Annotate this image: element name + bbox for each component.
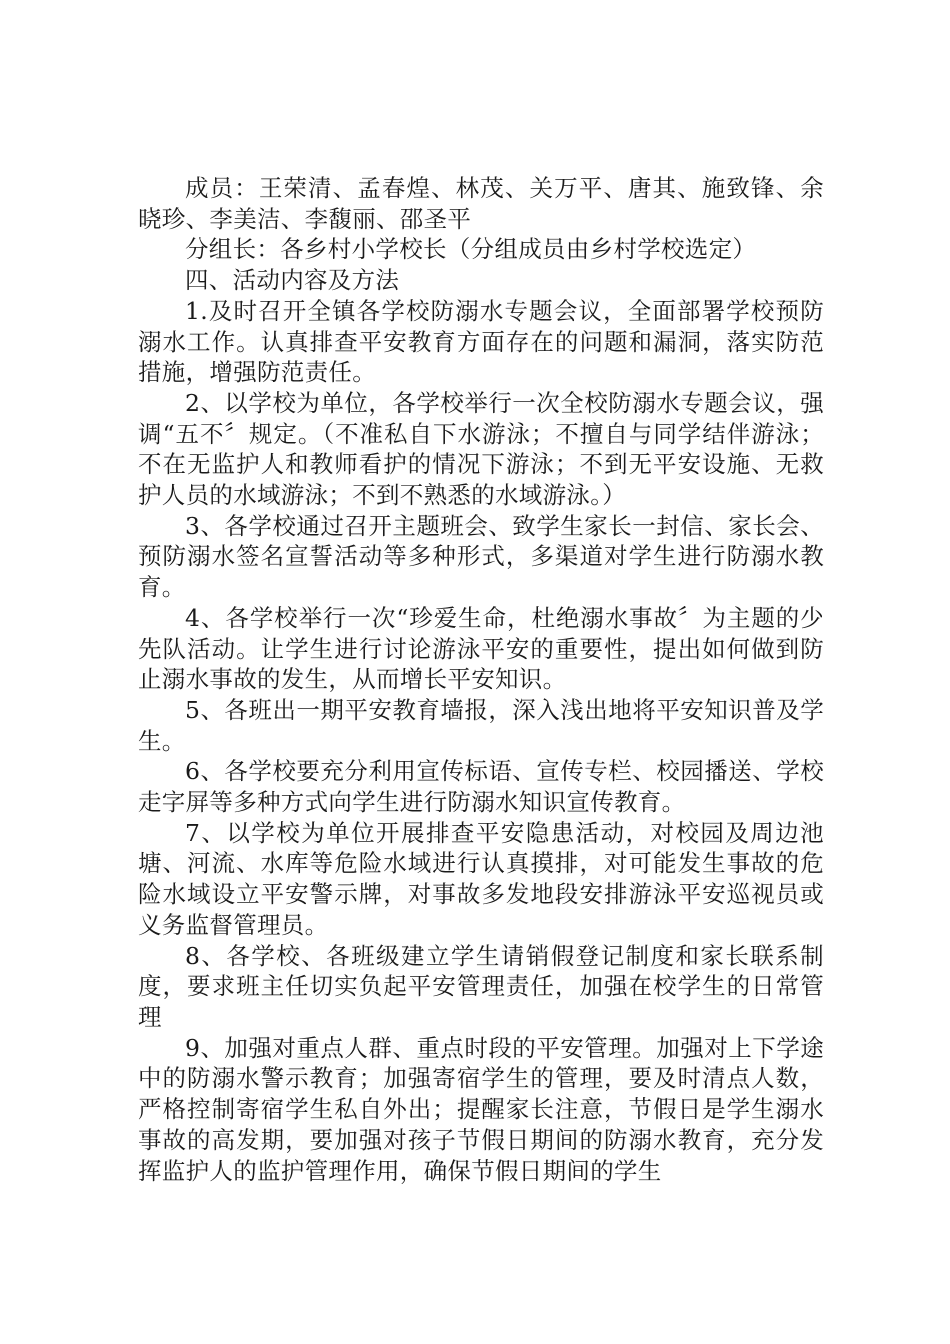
paragraph-item-6: 6、各学校要充分利用宣传标语、宣传专栏、校园播送、学校走字屏等多种方式向学生进行防溺水知识宣传教育。 <box>138 757 824 817</box>
paragraph-item-7: 7、以学校为单位开展排查平安隐患活动，对校园及周边池塘、河流、水库等危险水域进行认真摸排，对可能发生事故的危险水域设立平安警示牌，对事故多发地段安排游泳平安巡视员或义务监督管理员。 <box>138 818 824 939</box>
paragraph-item-1: 1.及时召开全镇各学校防溺水专题会议，全面部署学校预防溺水工作。认真排查平安教育方面存在的问题和漏洞，落实防范措施，增强防范责任。 <box>138 296 824 387</box>
section-heading-activities: 四、活动内容及方法 <box>185 266 400 295</box>
paragraph-item-5: 5、各班出一期平安教育墙报，深入浅出地将平安知识普及学生。 <box>138 695 824 755</box>
paragraph-item-4: 4、各学校举行一次“珍爱生命，杜绝溺水事故〞为主题的少先队活动。让学生进行讨论游泳平安的重要性，提出如何做到防止溺水事故的发生，从而增长平安知识。 <box>138 603 824 694</box>
paragraph-item-9: 9、加强对重点人群、重点时段的平安管理。加强对上下学途中的防溺水警示教育；加强寄宿学生的管理，要及时清点人数，严格控制寄宿学生私自外出；提醒家长注意，节假日是学生溺水事故的高发期，要加强对孩子节假日期间的防溺水教育，充分发挥监护人的监护管理作用，确保节假日期间的学生 <box>138 1033 824 1185</box>
paragraph-item-8: 8、各学校、各班级建立学生请销假登记制度和家长联系制度，要求班主任切实负起平安管理责任，加强在校学生的日常管理 <box>138 941 824 1031</box>
paragraph-members: 成员：王荣清、孟春煌、林茂、关万平、唐其、施致锋、余晓珍、李美洁、李馥丽、邵圣平 <box>138 174 824 233</box>
paragraph-item-2: 2、以学校为单位，各学校举行一次全校防溺水专题会议，强调“五不〞规定。（不准私自下水游泳；不擅自与同学结伴游泳；不在无监护人和教师看护的情况下游泳；不到无平安设施、无救护人员的水域游泳；不到不熟悉的水域游泳。） <box>138 388 824 510</box>
document-body <box>138 173 824 1186</box>
paragraph-group-leaders: 分组长：各乡村小学校长（分组成员由乡村学校选定） <box>185 235 757 264</box>
paragraph-item-3: 3、各学校通过召开主题班会、致学生家长一封信、家长会、预防溺水签名宣誓活动等多种形式，多渠道对学生进行防溺水教育。 <box>138 511 824 602</box>
